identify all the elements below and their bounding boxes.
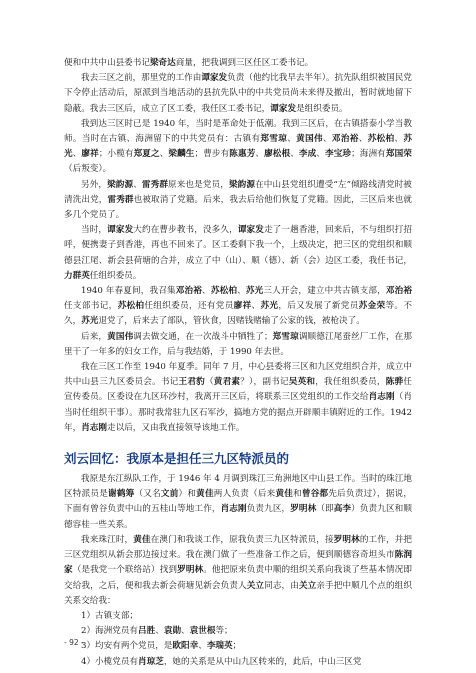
list-item [64, 655, 412, 670]
text-run: 、 [316, 149, 325, 160]
text-run: 负责九区， [246, 504, 291, 515]
section-heading: 刘云回忆：我原本是担任三九区特派员的 [64, 451, 290, 467]
paragraph [64, 533, 412, 609]
text-run: 、 [290, 149, 299, 160]
text-run: 退党了，后来去了部队，管伙食，因赌钱赌输了公家的钱，被枪决了。 [98, 316, 365, 327]
text-run: 我来珠江时， [81, 534, 134, 545]
text-run: 调顺德江尾蚕丝厂工作，在那里干了一年多的妇女工作，后与我结婚，于 1990 年去世。 [64, 331, 412, 357]
text-run: 2）海洲党员有 [81, 626, 139, 637]
text-run: 两人负责（后来 [213, 489, 276, 500]
person-name: 苏松柏 [117, 301, 145, 312]
text-run: 我到达三区时已是 1940 年，当时是革命处于低潮。我到三区后，在古镇搭泰小学当教师。当时在古镇、海洲留下的中共党员有：古镇有 [64, 118, 412, 145]
person-name: 黄佳 [275, 489, 294, 500]
person-name: 苏松柏 [210, 286, 238, 297]
text-run: 4）小榄党员有 [81, 656, 139, 667]
text-run: 、 [358, 134, 368, 145]
person-name: 袁勋 [163, 626, 182, 637]
text-run: 原来也是党员， [168, 179, 229, 190]
person-name: 梁韵源 [228, 179, 256, 190]
memoir-section-1 [64, 56, 412, 436]
person-name: 王君豹 [178, 377, 205, 388]
person-name: 罗明林 [177, 565, 204, 576]
text-run: 任宣传委员。区委设在九区环沙村，我离开三区后，将联系三区党组织的工作交给 [64, 377, 412, 403]
text-run: （肖当时任组织干事）。那时我常驻九区石军沙，搞地方党的据点开辟顺丰镇附近的工作。1942 年， [64, 392, 412, 433]
text-run: 便和中共中山县委书记 [64, 58, 150, 68]
text-run: 我原是东江纵队工作，于 1946 年 4 月调到珠江三角洲地区中山县工作。当时的珠江地区特派员是 [64, 474, 412, 500]
person-name: 梁韵源 [107, 179, 134, 190]
text-run: 我在三区工作至 1940 年夏季。同年 7 月，中心县委将三区和九区党组织合并，成立中共中山县三九区委员会。书记 [64, 362, 412, 388]
text-run: 当时， [81, 225, 108, 236]
text-run: 、 [237, 286, 246, 297]
person-name: 黄国伟 [107, 331, 134, 342]
text-run: 任组织委员。 [89, 270, 142, 281]
text-run: ）和 [178, 489, 197, 500]
text-run: ）负责九区和顺德容桂一些关系。 [64, 504, 412, 530]
text-run: 另外， [81, 179, 108, 190]
person-name: 邓治裕 [331, 134, 359, 145]
person-name: 肖琼芝 [138, 656, 164, 667]
text-run: ；小榄有 [98, 149, 134, 160]
text-run: 、 [181, 626, 190, 637]
person-name: 黄佳 [196, 489, 214, 500]
text-run: ； [232, 641, 242, 652]
text-run: 、 [155, 626, 164, 637]
text-run: 任支部书记， [64, 301, 118, 312]
list-item [64, 639, 412, 654]
person-name: 关立 [298, 580, 317, 591]
person-name: 肖志刚 [81, 422, 107, 433]
person-name: 苏光 [260, 301, 279, 312]
person-name: 谢鹤筹 [108, 489, 135, 500]
person-name: 力群英 [64, 270, 90, 281]
text-run: 我去三区之前，那里党的工作由 [81, 73, 202, 84]
person-name: 郑夏之 [133, 149, 160, 160]
text-run: （即 [316, 504, 334, 515]
text-run: ；曹步有 [194, 149, 230, 160]
text-run: （是我党一个联络站）找到 [72, 565, 178, 576]
paragraph [64, 71, 412, 117]
text-run: 、 [133, 179, 142, 190]
text-run: ？），副书记 [240, 377, 289, 388]
paragraph [64, 117, 412, 178]
text-run: 走了一趟香港，回来后，不与组织打招呼，便携妻子到香港，再也不回来了。区工委剩下我一个，上级决定，把三区的党组织和顺德县江尾、新会县荷塘的合并，成立了中（山）、顺（德）、新（会）边区工委，我任书记， [64, 225, 412, 266]
text-run: 、 [159, 149, 169, 160]
person-name: 陈惠芳 [229, 149, 256, 160]
text-run: 也被取消了党籍。后来，我去后给他们恢复了党籍。因此，三区后来也就多几个党员了。 [64, 194, 412, 221]
text-run: 负责（他约比我早去半年）。抗先队组织被国民党下令停止活动后，原派到当地活动的县抗先队中的中共党员尚未来得及撤出，暂时就地留下隐蔽。我去三区后，成立了区工委，我任区工委书记， [64, 73, 412, 114]
text-run: 在中山县党组织遭受“左”倾路线清党时被清洗出党， [64, 179, 412, 205]
person-name: 廖祥 [81, 149, 99, 160]
person-name: 罗明林 [290, 504, 317, 515]
text-run: 后来， [81, 331, 108, 342]
person-name: 梁麟生 [168, 149, 195, 160]
text-run: 1）古镇支部； [81, 610, 139, 621]
text-run: 、 [394, 134, 404, 145]
person-name: 郑雪琼 [272, 331, 299, 342]
person-name: 邓治裕 [385, 286, 412, 297]
text-run: 在澳门和我谈工作，原我负责三九区特派员，接 [150, 534, 334, 545]
paragraph [64, 472, 412, 533]
person-name: 李成 [298, 149, 317, 160]
person-name: 黄君素 [213, 377, 241, 388]
text-run: 商量，把我调到三区任区工委书记。 [175, 58, 314, 68]
text-run: 、 [198, 641, 207, 652]
text-run: （又名 [134, 489, 161, 500]
person-name: 谭家发 [270, 103, 297, 114]
person-name: 曾谷都 [301, 489, 329, 500]
text-run: 三人开会，建立中共古镇支部， [263, 286, 386, 297]
person-name: 李宝珍 [325, 149, 352, 160]
person-name: 廖松根 [264, 149, 291, 160]
person-name: 欧阳幸 [172, 641, 199, 652]
text-run: ，她的关系是从中山九区转来的，此后，中山三区党 [163, 656, 362, 667]
paragraph [64, 360, 412, 436]
text-run: 大约在曹步教书，没多久， [133, 225, 238, 236]
text-run: （后叛变）。 [64, 164, 112, 175]
person-name: 雷秀群 [141, 179, 169, 190]
person-name: 黄佳 [133, 534, 151, 545]
person-name: 雷秀群 [107, 194, 134, 205]
text-run: 。他把原来负责中顺的组织关系向我谈了些基本情况即交给我，之后，便和我去新会荷塘见新会负责人 [64, 565, 412, 591]
text-run: ；海洲有 [351, 149, 386, 160]
text-run: 、 [255, 149, 265, 160]
person-name: 关立 [246, 580, 265, 591]
person-name: 罗明林 [333, 534, 360, 545]
person-name: 苏松柏 [367, 134, 395, 145]
text-run: 、 [202, 286, 211, 297]
text-run: 是组织委员。 [296, 103, 348, 114]
person-name: 李瑞英 [206, 641, 233, 652]
person-name: 高李 [333, 504, 352, 515]
text-run: 调去做交通，在一次战斗中牺牲了； [133, 331, 273, 342]
text-run: 同志，由 [264, 580, 299, 591]
paragraph [64, 223, 412, 284]
text-run: 的工作，并把三区党组织从新会那边接过来。我在澳门做了一些准备工作之后，便到顺德容奇坦头市 [64, 534, 412, 561]
person-name: 苏光 [64, 134, 412, 160]
text-run: 走以后，又由我直接领导该地工作。 [107, 422, 245, 433]
person-name: 苏金荣 [358, 301, 386, 312]
text-run: 、 [251, 301, 261, 312]
paragraph [64, 330, 412, 360]
text-run: （ [204, 377, 214, 388]
text-run: ，后又发展了新党员 [278, 301, 359, 312]
paragraph [64, 56, 412, 71]
person-name: 郑国荣 [385, 149, 412, 160]
paragraph [64, 284, 412, 330]
list-item [64, 624, 412, 639]
text-run: 1940 年春夏间，我召集 [81, 286, 176, 297]
person-name: 郑雪琼 [260, 134, 288, 145]
person-name: 谭家发 [201, 73, 228, 84]
text-run: 、 [287, 134, 297, 145]
text-run: 亲手把中顺几个点的组织关系交给我： [64, 580, 412, 606]
text-run: ，我任组织委员， [315, 377, 386, 388]
text-run: 3）均安有两个党员，是 [81, 641, 173, 652]
paragraph [64, 178, 412, 224]
text-run: 先后负责过），据说，下面有曾谷负责中山的五桂山等地工作， [64, 489, 412, 515]
list-item [64, 609, 412, 624]
page-number: - 92 - [64, 638, 84, 647]
text-run: 、 [322, 134, 332, 145]
memoir-section-2 [64, 472, 412, 670]
person-name: 陈骅 [385, 377, 404, 388]
text-run: 等； [215, 626, 233, 637]
person-name: 吕胜 [138, 626, 156, 637]
text-run: 、 [72, 149, 82, 160]
person-name: 袁世根 [189, 626, 216, 637]
text-run: 任组织委员，还有党员 [144, 301, 234, 312]
person-name: 肖志刚 [220, 504, 247, 515]
person-name: 苏光 [81, 316, 99, 327]
person-name: 吴英和 [288, 377, 316, 388]
person-name: 梁奇达 [149, 58, 176, 68]
person-name: 文前 [160, 489, 179, 500]
person-name: 谭家发 [237, 225, 264, 236]
person-name: 肖志刚 [368, 392, 395, 403]
text-run: 和 [293, 489, 302, 500]
person-name: 苏光 [245, 286, 264, 297]
person-name: 黄国伟 [296, 134, 323, 145]
person-name: 邓治裕 [175, 286, 203, 297]
person-name: 廖祥 [233, 301, 252, 312]
person-name: 陈润家 [64, 550, 412, 576]
person-name: 谭家发 [107, 225, 134, 236]
text-run: 等。不久， [64, 301, 412, 327]
